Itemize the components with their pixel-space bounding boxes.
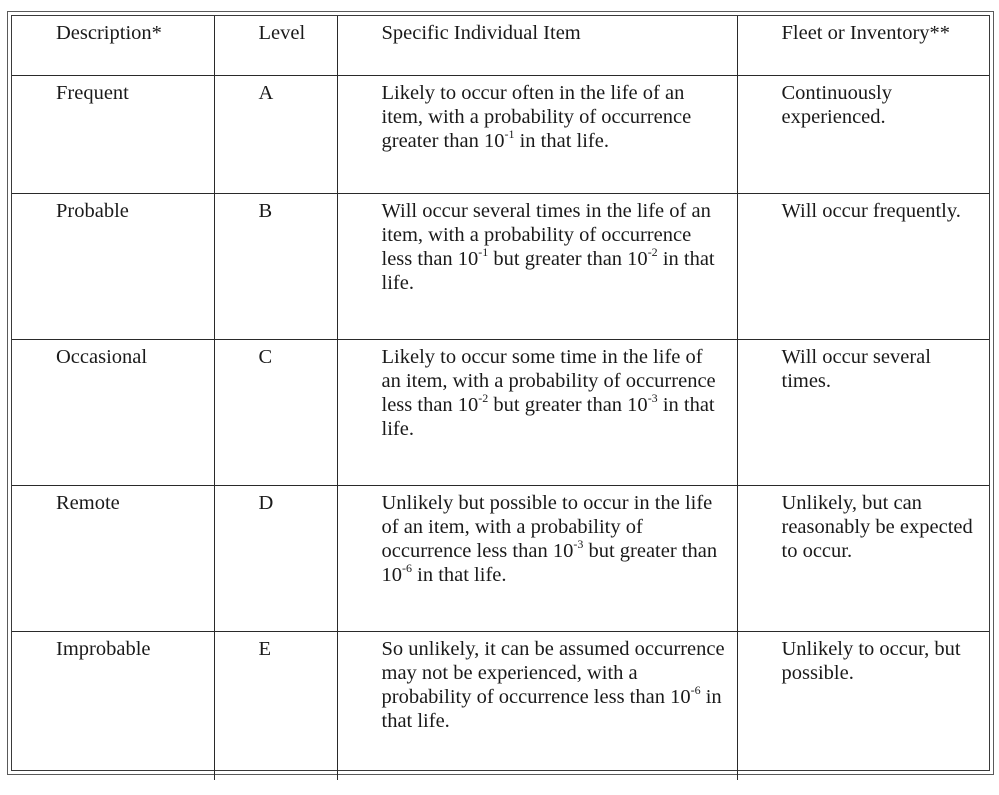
description-cell: Improbable	[12, 632, 214, 781]
fleet-inventory-cell: Unlikely, but can reasonably be expected to occur.	[737, 486, 989, 632]
table-row	[12, 194, 989, 340]
specific-item-cell: So unlikely, it can be assumed occurrence may not be experienced, with a probability of occurrence less than $10^{-6}$ in that life.	[337, 632, 737, 781]
header-specific-item: Specific Individual Item	[337, 16, 737, 76]
description-cell: Occasional	[12, 340, 214, 486]
table-row	[12, 340, 989, 486]
table-row	[12, 632, 989, 781]
fleet-inventory-cell: Will occur several times.	[737, 340, 989, 486]
level-cell: D	[214, 486, 337, 632]
level-cell: B	[214, 194, 337, 340]
header-fleet-inventory: Fleet or Inventory**	[737, 16, 989, 76]
description-cell: Remote	[12, 486, 214, 632]
level-cell: A	[214, 76, 337, 194]
table-outer-border	[7, 11, 994, 775]
level-cell: C	[214, 340, 337, 486]
specific-item-cell: Will occur several times in the life of an item, with a probability of occurrence less than $10^{-1}$ but greater than $10^{-2}$ in that life.	[337, 194, 737, 340]
specific-item-cell: Likely to occur some time in the life of an item, with a probability of occurrence less than $10^{-2}$ but greater than $10^{-3}$ in that life.	[337, 340, 737, 486]
header-description: Description*	[12, 16, 214, 76]
specific-item-cell: Unlikely but possible to occur in the life of an item, with a probability of occurrence less than $10^{-3}$ but greater than $10^{-6}$ in that life.	[337, 486, 737, 632]
table-row	[12, 76, 989, 194]
header-level: Level	[214, 16, 337, 76]
level-cell: E	[214, 632, 337, 781]
header-row	[12, 16, 989, 76]
specific-item-cell: Likely to occur often in the life of an item, with a probability of occurrence greater than $10^{-1}$ in that life.	[337, 76, 737, 194]
probability-levels-table	[12, 16, 989, 780]
description-cell: Frequent	[12, 76, 214, 194]
fleet-inventory-cell: Unlikely to occur, but possible.	[737, 632, 989, 781]
fleet-inventory-cell: Will occur frequently.	[737, 194, 989, 340]
fleet-inventory-cell: Continuously experienced.	[737, 76, 989, 194]
description-cell: Probable	[12, 194, 214, 340]
table-row	[12, 486, 989, 632]
